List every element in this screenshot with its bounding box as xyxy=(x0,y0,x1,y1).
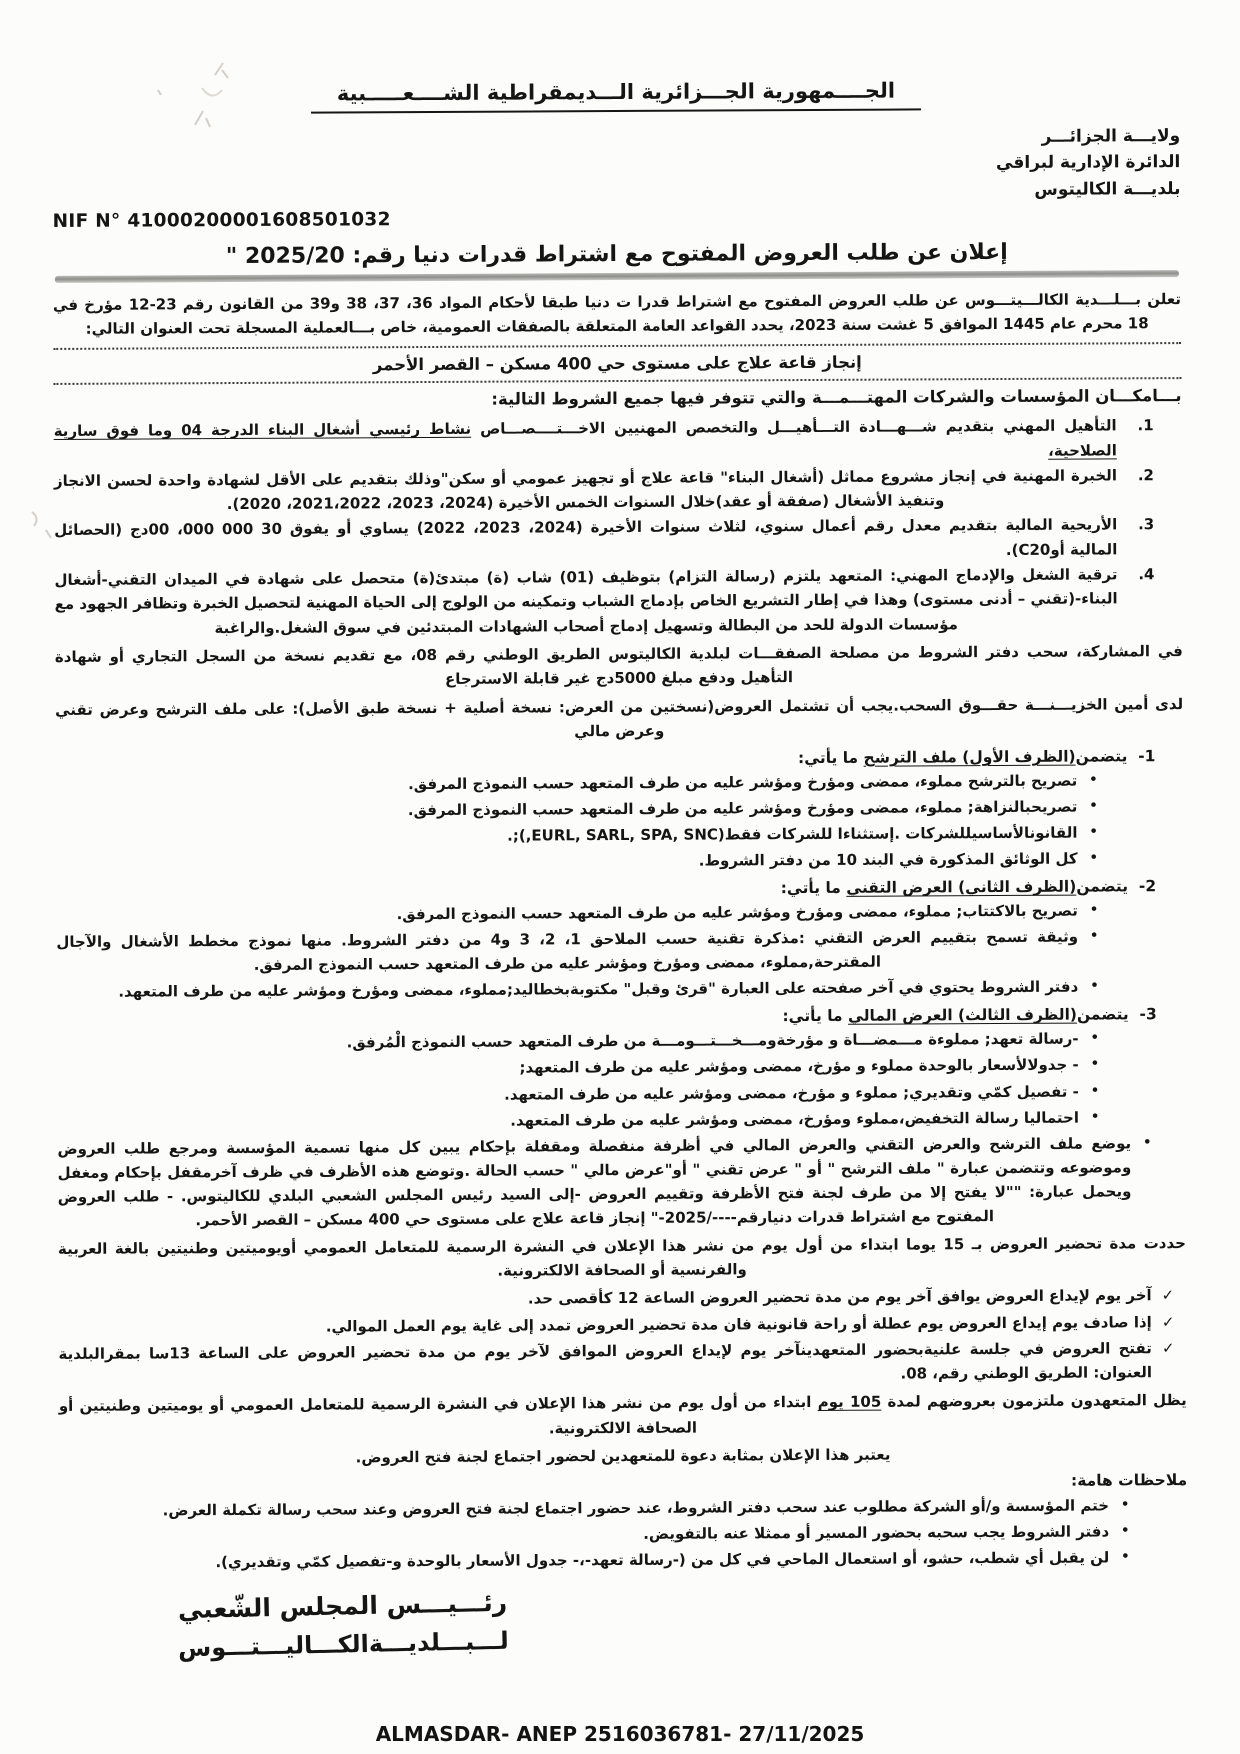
bullet-icon: • xyxy=(1089,928,1099,944)
note-item: • دفتر الشروط يجب سحبه بحضور المسير أو ممثلا عنه بالتفويض. xyxy=(59,1519,1187,1549)
note-item: • لن يقبل أي شطب، حشو، أو استعمال الماحي في كل من (-رسالة تعهد-،- جدول الأسعار بالوحدة و-تفصيل كمّي وتقديري). xyxy=(60,1545,1188,1575)
bullet-icon: • xyxy=(1121,1549,1130,1565)
signature-block xyxy=(127,1583,559,1669)
check-item: ✓ تفتح العروض في جلسة علنيةبحضور المتعهدينآخر يوم لإيداع العروض الموافق لآخر يوم من مدة تحضير العروض على الساعة 13سا بمقرالبلدية العنوان: الطريق الوطني رقم، 08. xyxy=(58,1336,1186,1390)
condition-number: 3. xyxy=(1138,515,1155,534)
participation-paragraph: في المشاركة، سحب دفتر الشروط من مصلحة الصفقـــات لبلدية الكاليتوس الطريق الوطني رقم 08، مع تقديم نسخة من السجل التجاري أو شهادة التأهيل ودفع مبلغ 5000دج غير قابلة الاسترجاع xyxy=(54,642,1183,689)
condition-number: 2. xyxy=(1137,466,1154,485)
deadline-paragraph: حددت مدة تحضير العروض بـ 15 يوما ابتداء من أول يوم من نشر هذا الإعلان في النشرة الرسمية للمتعامل العمومي أويوميتين وطنيتين بالغة العربية والفرنسية أو الصحافة الالكترونية. xyxy=(57,1233,1186,1280)
notes-title: ملاحظات هامة: xyxy=(1070,1471,1188,1490)
admin-block xyxy=(52,123,1181,237)
list-item: • دفتر الشروط يحتوي في آخر صفحته على العبارة "قرئ وقبل" مكتوبةبخطاليد;مملوء، ممضى ومؤرخ ومؤشر عليه من طرف المتعهد. xyxy=(57,974,1185,1004)
list-item: • احتماليا رسالة التخفيض،مملوء ومؤرخ، ممضى ومؤشر عليه من طرف المتعهد. xyxy=(57,1105,1185,1135)
list-item: • كل الوثائق المذكورة في البند 10 من دفتر الشروط. xyxy=(56,846,1184,876)
check-icon: ✓ xyxy=(1161,1286,1175,1305)
intro-paragraph: تعلن بـــلـــدية الكالـــيتـــوس عن طلب العروض المفتوح مع اشتراط قدرا ت دنيا طبقا لأحكام المواد 36، 37، 38 و39 من القانون رقم 23-12 مؤرخ في 18 محرم عام 1445 الموافق 5 غشت سنة 2023، يحدد القواعد العامة المتعلقة بالصفقات العمومية، خاص بـــالعملية المسجلة تحت العنوان التالي: xyxy=(52,289,1182,338)
eligibility-intro: بـــامكـــان المؤسسات والشركات المهتـــمـــة والتي تتوفر فيها جميع الشروط التالية: xyxy=(491,386,1182,409)
signature-title: رئـــيـــس المجلس الشّعبي xyxy=(177,1588,508,1625)
bullet-icon: • xyxy=(1089,850,1098,866)
condition-item xyxy=(54,513,1182,567)
condition-item xyxy=(54,463,1182,517)
bullet-icon: • xyxy=(1089,798,1098,814)
condition-text: ترقية الشغل والإدماج المهني: المتعهد يلتزم (رسالة التزام) بتوظيف (01) شاب (ة) مبتدئ(ة) متحصل على شهادة في الميدان التقني-أشغال البناء-(تقني – أدنى مستوى) وهذا في إطار التشريع الخاص بإدماج الشباب وتمكينه من الولوج إلى الحياة المهنية لتحصيل الخبرة وتظافر الجهود مع مؤسسات الدولة للحد من البطالة وتسهيل إدماج أصحاب الشهادات المبتدئين في سوق الشغل.والراغبة xyxy=(54,565,1118,637)
condition-item xyxy=(54,413,1182,467)
bullet-icon: • xyxy=(1090,1083,1100,1099)
bullet-icon: • xyxy=(1089,902,1099,918)
note-item: • ختم المؤسسة و/أو الشركة مطلوب عند سحب دفتر الشروط، عند حضور اجتماع لجنة فتح العروض وعند سحب رسالة تكملة العرض. xyxy=(59,1493,1187,1523)
section-number: 1- xyxy=(1138,747,1156,766)
wilaya-line: ولايـــة الجزائـــر xyxy=(1041,126,1181,147)
bullet-icon: • xyxy=(1120,1497,1130,1513)
project-title: إنجاز قاعة علاج على مستوى حي 400 مسكن – القصر الأحمر xyxy=(372,353,862,375)
municipality-line: بلديـــة الكاليتوس xyxy=(1034,178,1181,200)
condition-number: 4. xyxy=(1138,565,1155,584)
list-item: • تصريح بالاكتتاب; مملوء، ممضى ومؤرخ ومؤشر عليه من طرف المتعهد حسب النموذج المرفق. xyxy=(56,898,1184,928)
anep-footer: ALMASDAR- ANEP 2516036781- 27/11/2025 xyxy=(375,1722,865,1746)
conditions-list xyxy=(54,413,1183,641)
condition-text: الأريحية المالية بتقديم معدل رقم أعمال سنوي، لثلاث سنوات الأخيرة (2024، 2023، 2022) يساوي أو يفوق 30 000 000، 00دج (الحصائل المالية أوC20). xyxy=(54,515,1118,559)
title-separator-bar xyxy=(55,270,1179,283)
check-item: ✓ آخر يوم لإيداع العروض يوافق آخر يوم من مدة تحضير العروض الساعة 12 كأقصى حد. xyxy=(58,1283,1186,1313)
bullet-icon: • xyxy=(1143,1134,1152,1150)
bullet-icon: • xyxy=(1089,824,1098,840)
separator-dotted-bottom xyxy=(53,377,1181,385)
condition-number: 1. xyxy=(1137,416,1154,435)
signature-municipality: لـــبـــلديـــةالكـــاليـــتـــوس xyxy=(177,1626,509,1663)
district-line: الدائرة الإدارية لبراقي xyxy=(995,152,1181,174)
validity-paragraph: يظل المتعهدون ملتزمون بعروضهم لمدة 105 يوم ابتداء من أول يوم من نشر هذا الإعلان في النشرة الرسمية للمتعامل العمومي أو يوميتين وطنيتين أو الصحافة الالكترونية. xyxy=(58,1391,1187,1438)
bullet-icon: • xyxy=(1090,1030,1099,1046)
condition-text: الخبرة المهنية في إنجاز مشروع مماثل (أشغال البناء" قاعة علاج أو تجهيز عمومي أو سكن"وذلك بتقديم على الأقل لشهادة واحدة لحسن الانجاز وتنفيذ الأشغال (صفقة أو عقد)خلال السنوات الخمس الأخيرة (2024، 2023، 2021،2022، 2020). xyxy=(53,466,1117,514)
separator-dotted-top xyxy=(53,342,1181,350)
republic-title-text: الجــــمهورية الجـــزائرية الـــديمقراطية الشــــعـــــبية xyxy=(311,78,921,113)
section-3-header: 3- يتضمن(الظرف الثالث) العرض المالي ما يأتي: xyxy=(782,1005,1157,1026)
list-item: • وثيقة تسمح بتقييم العرض التقني :مذكرة تقنية حسب الملاحق 1، 2، 3 و4 من دفتر الشروط. منها نموذج مخطط الأشغال والآجال المقترحة,مملوء، ممضى ومؤرخ ومؤشر عليه من طرف المتعهد حسب النموذج المرفق. xyxy=(56,924,1184,978)
check-icon: ✓ xyxy=(1161,1312,1175,1331)
list-item: • - تفصيل كمّي وتقديري; مملوء و مؤرخ، ممضى ومؤشر عليه من طرف المتعهد. xyxy=(57,1079,1185,1109)
condition-item xyxy=(54,562,1182,641)
bullet-icon: • xyxy=(1121,1523,1130,1539)
check-item: ✓ إذا صادف يوم إيداع العروض يوم عطلة أو راحة قانونية فان مدة تحضير العروض تمدد إلى غاية يوم العمل الموالي. xyxy=(58,1310,1186,1340)
list-item: • -رسالة تعهد; مملوءة مـــمضـــاة و مؤرخةومـــخـــتـــومـــة من طرف المتعهد حسب النموذج الْمُرفق. xyxy=(57,1026,1185,1056)
section-1-header: 1- يتضمن(الظرف الأول) ملف الترشح ما يأتي: xyxy=(797,747,1156,768)
check-icon: ✓ xyxy=(1161,1338,1175,1357)
section-number: 3- xyxy=(1139,1005,1157,1024)
section-2-header: 2- يتضمن(الظرف الثاني) العرض التقني ما يأتي: xyxy=(780,877,1157,898)
invitation-line: يعتبر هذا الإعلان بمثابة دعوة للمتعهدين لحضور اجتماع لجنة فتح العروض. xyxy=(355,1445,891,1467)
nif-line: NIF N° 41000200001608501032 xyxy=(52,209,391,232)
list-item: • تصريحبالنزاهة; مملوء، ممضى ومؤرخ ومؤشر عليه من طرف المتعهد حسب النموذج المرفق. xyxy=(56,794,1184,824)
section-number: 2- xyxy=(1138,877,1157,896)
bullet-icon: • xyxy=(1090,1109,1100,1125)
bullet-icon: • xyxy=(1090,978,1099,994)
list-item: • تصريح بالترشح مملوء، ممضى ومؤرخ ومؤشر عليه من طرف المتعهد حسب النموذج المرفق. xyxy=(55,768,1183,798)
envelope-note: • يوضع ملف الترشح والعرض التقني والعرض المالي في أظرفة منفصلة ومقفلة بإحكام يبين كل منها تسمية المؤسسة ومرجع طلب العروض وموضوعه وتتضمن عبارة " ملف الترشح " أو " عرض تقني " أو"عرض مالي " حسب الحالة .وتوضع هذه الأظرف في ظرف آخرمقفل بإحكام ومغفل ويحمل عبارة: ""لا يفتح إلا من طرف لجنة فتح الأظرفة وتقييم العروض -إلى السيد رئيس المجلس الشعبي البلدي للكاليتوس. - طلب العروض المفتوح مع اشتراط قدرات دنيارقم----/2025-" إنجاز قاعة علاج على مستوى حي 400 مسكن – القصر الأحمر. xyxy=(57,1131,1185,1233)
list-item: • - جدولالأسعار بالوحدة مملوء و مؤرخ، ممضى ومؤشر عليه من طرف المتعهد; xyxy=(57,1053,1185,1083)
republic-title xyxy=(52,77,1180,115)
bullet-icon: • xyxy=(1090,1056,1100,1073)
bullet-icon: • xyxy=(1089,772,1098,788)
list-item: • القانونالأساسيللشركات .إستثناءا للشركات فقط(EURL, SARL, SPA, SNC,);. xyxy=(56,820,1184,850)
treasury-paragraph: لدى أمين الخزيـــنـــة حقـــوق السحب.يجب أن تشتمل العروض(نسختين من العرض: نسخة أصلية + نسخة طبق الأصل): على ملف الترشح وعرض تقني وعرض مالي xyxy=(55,694,1184,741)
condition-text: التأهيل المهني بتقديم شـــهـــادة التـــأهيـــل والتخصص المهنيين الاخـــتــــصـــاص نشاط رئيسي أشغال البناء الدرجة 04 وما فوق سارية الصلاحية، xyxy=(53,416,1117,460)
announcement-title: إعلان عن طلب العروض المفتوح مع اشتراط قدرات دنيا رقم: 2025/20 " xyxy=(225,239,1008,269)
